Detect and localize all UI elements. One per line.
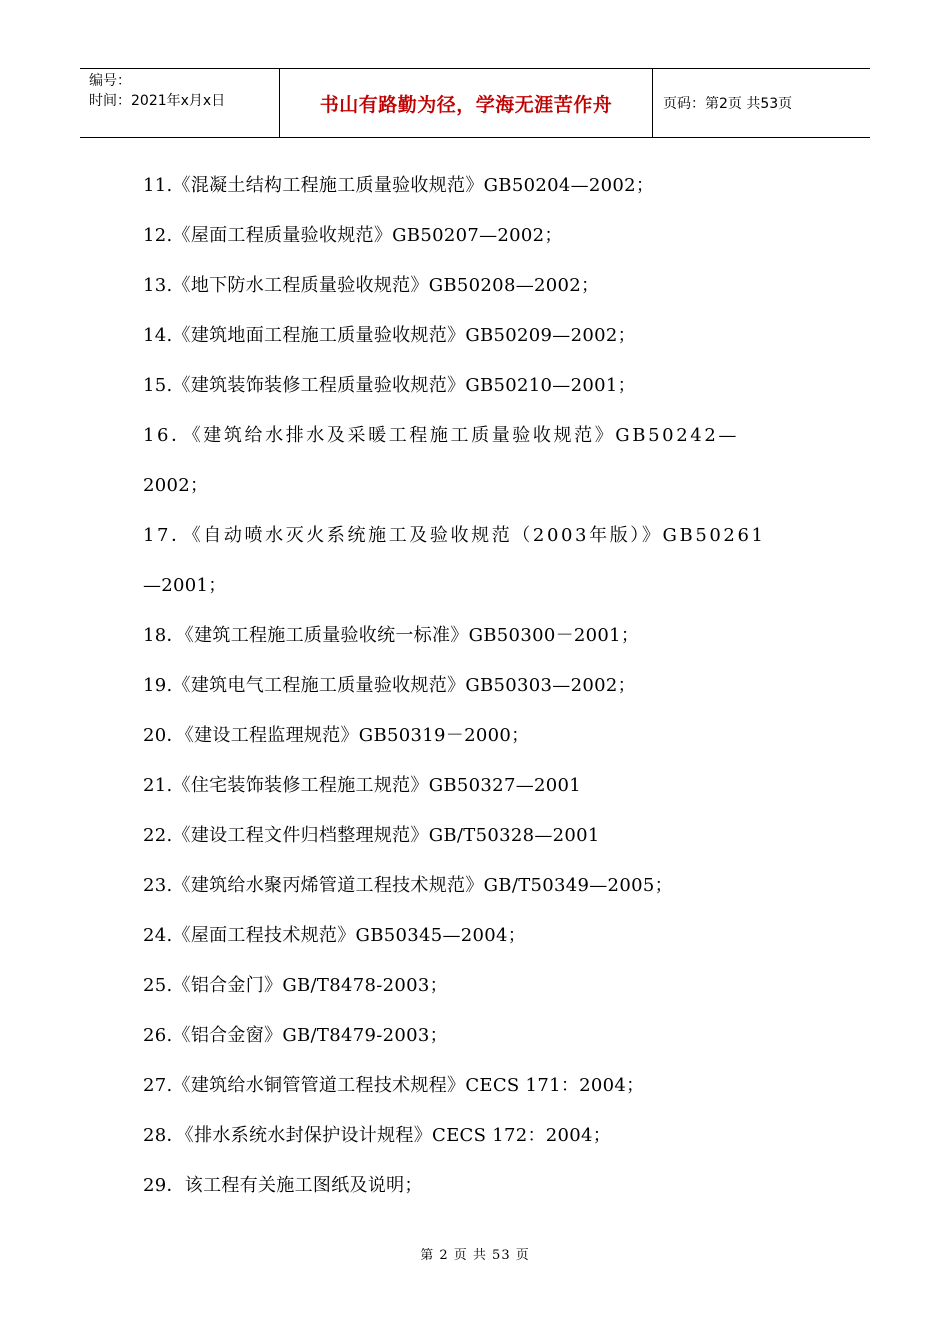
list-item: 12.《屋面工程质量验收规范》GB50207—2002； bbox=[143, 225, 563, 246]
page-header bbox=[80, 68, 870, 138]
list-item: 14.《建筑地面工程施工质量验收规范》GB50209—2002； bbox=[143, 325, 636, 346]
header-motto: 书山有路勤为径，学海无涯苦作舟 bbox=[280, 69, 653, 137]
list-item: 28．《排水系统水封保护设计规程》CECS 172：2004； bbox=[143, 1125, 612, 1146]
standards-list bbox=[143, 164, 823, 1214]
document-number-label: 编号： bbox=[89, 73, 131, 89]
page-footer: 第 2 页 共 53 页 bbox=[420, 1248, 530, 1263]
document-time-label: 时间：2021年x月x日 bbox=[89, 93, 226, 109]
list-item: 21.《住宅装饰装修工程施工规范》GB50327—2001 bbox=[143, 775, 581, 796]
list-item-continuation: —2001； bbox=[143, 575, 227, 596]
list-item-continuation: 2002； bbox=[143, 475, 209, 496]
list-item: 27.《建筑给水铜管管道工程技术规程》CECS 171：2004； bbox=[143, 1075, 645, 1096]
list-item: 16．《建筑给水排水及采暖工程施工质量验收规范》GB50242— bbox=[143, 425, 739, 446]
list-item: 22.《建设工程文件归档整理规范》GB/T50328—2001 bbox=[143, 825, 600, 846]
list-item: 26.《铝合金窗》GB/T8479-2003； bbox=[143, 1025, 448, 1046]
list-item: 13.《地下防水工程质量验收规范》GB50208—2002； bbox=[143, 275, 600, 296]
list-item: 24.《屋面工程技术规范》GB50345—2004； bbox=[143, 925, 527, 946]
list-item: 11.《混凝土结构工程施工质量验收规范》GB50204—2002； bbox=[143, 175, 655, 196]
list-item: 20．《建设工程监理规范》GB50319－2000； bbox=[143, 725, 530, 746]
list-item: 17．《自动喷水灭火系统施工及验收规范（2003年版）》GB50261 bbox=[143, 525, 766, 546]
list-item: 19.《建筑电气工程施工质量验收规范》GB50303—2002； bbox=[143, 675, 636, 696]
header-page-info: 页码：第2页 共53页 bbox=[663, 96, 793, 112]
list-item: 18．《建筑工程施工质量验收统一标准》GB50300－2001； bbox=[143, 625, 640, 646]
list-item: 23.《建筑给水聚丙烯管道工程技术规范》GB/T50349—2005； bbox=[143, 875, 673, 896]
list-item: 29．该工程有关施工图纸及说明； bbox=[143, 1175, 423, 1196]
list-item: 15.《建筑装饰装修工程质量验收规范》GB50210—2001； bbox=[143, 375, 636, 396]
header-meta bbox=[80, 69, 280, 137]
list-item: 25.《铝合金门》GB/T8478-2003； bbox=[143, 975, 448, 996]
